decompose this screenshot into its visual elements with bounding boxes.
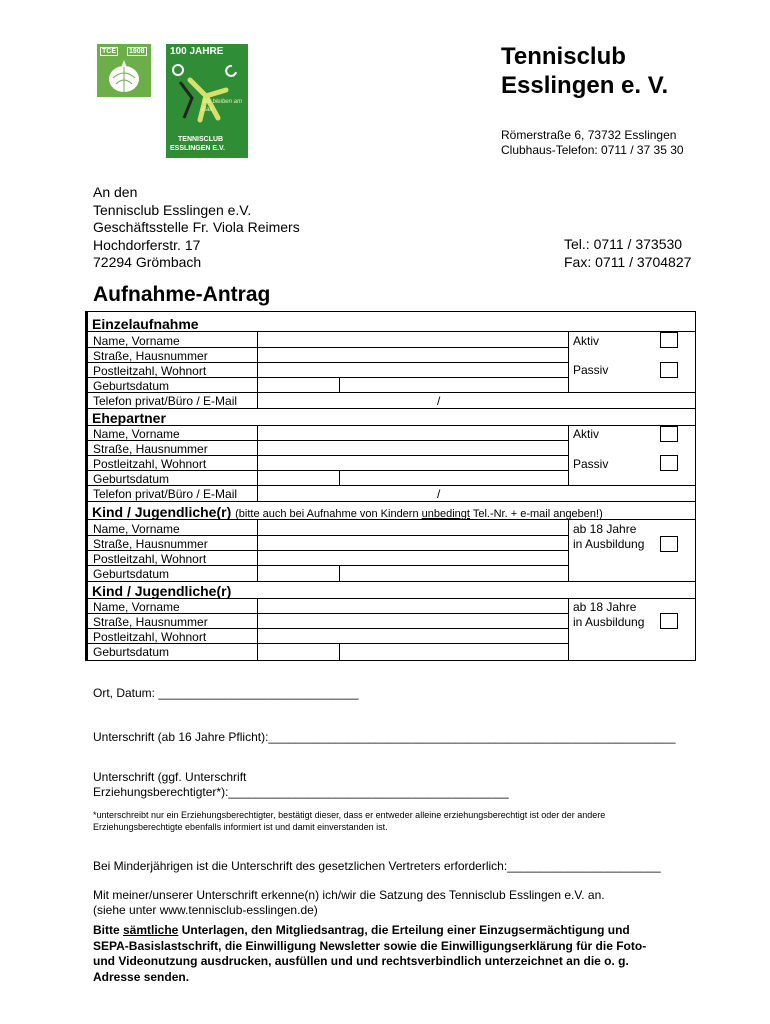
passiv-label: Passiv [573,363,609,377]
closing-line3: und Videonutzung ausdrucken, ausfüllen und und rechtsverbindlich unterzeichnet an die o. g. [93,954,629,968]
city-input-einzel[interactable] [265,365,565,378]
statutes-text [93,888,605,918]
name-input-einzel[interactable] [265,335,565,348]
closing-line1-rest: Unterlagen, den Mitgliedsantrag, die Erteilung einer Einzugsermächtigung und [178,923,630,937]
birthdate-input-ehe[interactable] [265,473,337,486]
field-label: Straße, Hausnummer [93,349,208,363]
office-contact [564,236,691,271]
onion-icon [107,58,141,94]
office-tel: Tel.: 0711 / 373530 [564,236,683,252]
closing-pre: Bitte [93,923,123,937]
street-input-kind2[interactable] [265,615,565,628]
passiv-checkbox-einzel[interactable] [660,362,678,378]
contact-input-ehe[interactable] [265,488,685,501]
closing-underlined: sämtliche [123,923,179,937]
street-input-kind1[interactable] [265,537,565,550]
slash-separator: / [437,394,441,408]
minor-representative-line[interactable]: Bei Minderjährigen ist die Unterschrift des gesetzlichen Vertreters erforderlich:_______________________ [93,859,661,873]
section-heading-kind2: Kind / Jugendliche(r) [92,583,232,599]
signature-line[interactable]: Unterschrift (ab 16 Jahre Pflicht):_____________________________________________________________ [93,730,676,744]
aktiv-label: Aktiv [573,427,600,441]
tce-logo [97,44,151,97]
statutes-line2: (siehe unter www.tennisclub-esslingen.de) [93,903,318,917]
name-input-ehe[interactable] [265,428,565,441]
field-label: Straße, Hausnummer [93,615,208,629]
centenary-slogan: Wir bleiben am Ball [202,99,242,113]
field-label: Telefon privat/Büro / E-Mail [93,487,238,501]
field-label: Telefon privat/Büro / E-Mail [93,394,238,408]
city-input-kind2[interactable] [265,630,565,643]
centenary-title: 100 JAHRE [170,46,224,57]
aktiv-label: Aktiv [573,334,600,348]
field-label: Postleitzahl, Wohnort [93,364,207,378]
aktiv-checkbox-einzel[interactable] [660,332,678,348]
ausbildung-checkbox-kind2[interactable] [660,613,678,629]
centenary-club-line2: ESSLINGEN E.V. [170,145,225,152]
field-label: Geburtsdatum [93,379,170,393]
aktiv-checkbox-ehe[interactable] [660,426,678,442]
recipient-address [93,184,300,272]
ausbildung-checkbox-kind1[interactable] [660,536,678,552]
guardian-signature-line2: Erziehungsberechtigter*):__________________________________________ [93,785,509,799]
footnote [93,809,605,833]
page-title: Aufnahme-Antrag [93,283,271,306]
field-label: Straße, Hausnummer [93,537,208,551]
field-label: Postleitzahl, Wohnort [93,457,207,471]
place-date-line[interactable]: Ort, Datum: ______________________________ [93,686,359,700]
field-label: Postleitzahl, Wohnort [93,630,207,644]
recipient-line: Hochdorferstr. 17 [93,236,201,253]
tce-year: 1908 [129,48,145,55]
field-label: Name, Vorname [93,600,180,614]
footnote-line2: Erziehungsberechtigte ebenfalls informiert ist und damit einverstanden ist. [93,822,388,832]
guardian-signature[interactable] [93,770,509,800]
club-name-line2: Esslingen e. V. [501,72,669,99]
statutes-line1: Mit meiner/unserer Unterschrift erkenne(n) ich/wir die Satzung des Tennisclub Esslingen e.V. an. [93,888,605,902]
tce-label: TCE [102,48,116,55]
name-input-kind2[interactable] [265,600,565,613]
field-label: Name, Vorname [93,522,180,536]
tennis-player-icon [170,60,242,126]
contact-input-einzel[interactable] [265,395,685,408]
centenary-club-line1: TENNISCLUB [178,136,224,143]
slash-separator: / [437,487,441,501]
city-input-kind1[interactable] [265,552,565,565]
kind1-note-pre: (bitte auch bei Aufnahme von Kindern [235,508,422,520]
centenary-logo [166,44,248,158]
clubhouse-phone: Clubhaus-Telefon: 0711 / 37 35 30 [501,143,684,157]
section-heading-ehe: Ehepartner [92,410,166,426]
field-label: Name, Vorname [93,334,180,348]
age-label: ab 18 Jahre [573,522,637,536]
field-label: Postleitzahl, Wohnort [93,552,207,566]
field-label: Geburtsdatum [93,567,170,581]
recipient-line: An den [93,184,138,200]
recipient-line: Geschäftsstelle Fr. Viola Reimers [93,219,300,235]
name-input-kind1[interactable] [265,522,565,535]
section-heading-kind1 [92,504,603,520]
kind1-note-underlined: unbedingt [421,508,470,520]
street-input-einzel[interactable] [265,350,565,363]
kind1-note-post: Tel.-Nr. + e-mail angeben!) [469,508,603,520]
field-label: Geburtsdatum [93,645,170,659]
birthdate-input-einzel[interactable] [265,380,337,393]
street-input-ehe[interactable] [265,443,565,456]
field-label: Name, Vorname [93,427,180,441]
club-address [501,128,684,158]
training-label: in Ausbildung [573,537,645,551]
office-fax: Fax: 0711 / 3704827 [564,253,692,270]
age-label: ab 18 Jahre [573,600,637,614]
guardian-signature-line1: Unterschrift (ggf. Unterschrift [93,770,247,784]
closing-line4: Adresse senden. [93,969,190,984]
birthdate-input-kind1[interactable] [265,567,337,580]
closing-instructions [93,923,713,985]
footnote-line1: *unterschreibt nur ein Erziehungsberechtigter, bestätigt dieser, dass er entweder alleine erziehungsberechtigt ist oder der andere [93,810,606,820]
recipient-line: 72294 Grömbach [93,254,202,270]
recipient-line: Tennisclub Esslingen e.V. [93,201,252,218]
field-label: Geburtsdatum [93,472,170,486]
club-name [501,42,668,100]
club-street: Römerstraße 6, 73732 Esslingen [501,128,677,142]
closing-line2: SEPA-Basislastschrift, die Einwilligung Newsletter sowie die Einwilligungserklärung für die Foto- [93,938,647,953]
passiv-checkbox-ehe[interactable] [660,455,678,471]
section-heading-einzel: Einzelaufnahme [92,316,199,332]
birthdate-input-kind2[interactable] [265,645,337,658]
passiv-label: Passiv [573,457,609,471]
city-input-ehe[interactable] [265,458,565,471]
training-label: in Ausbildung [573,615,645,629]
closing-line1 [93,923,713,939]
club-name-line1: Tennisclub [501,43,626,70]
kind1-heading: Kind / Jugendliche(r) [92,504,232,520]
field-label: Straße, Hausnummer [93,442,208,456]
